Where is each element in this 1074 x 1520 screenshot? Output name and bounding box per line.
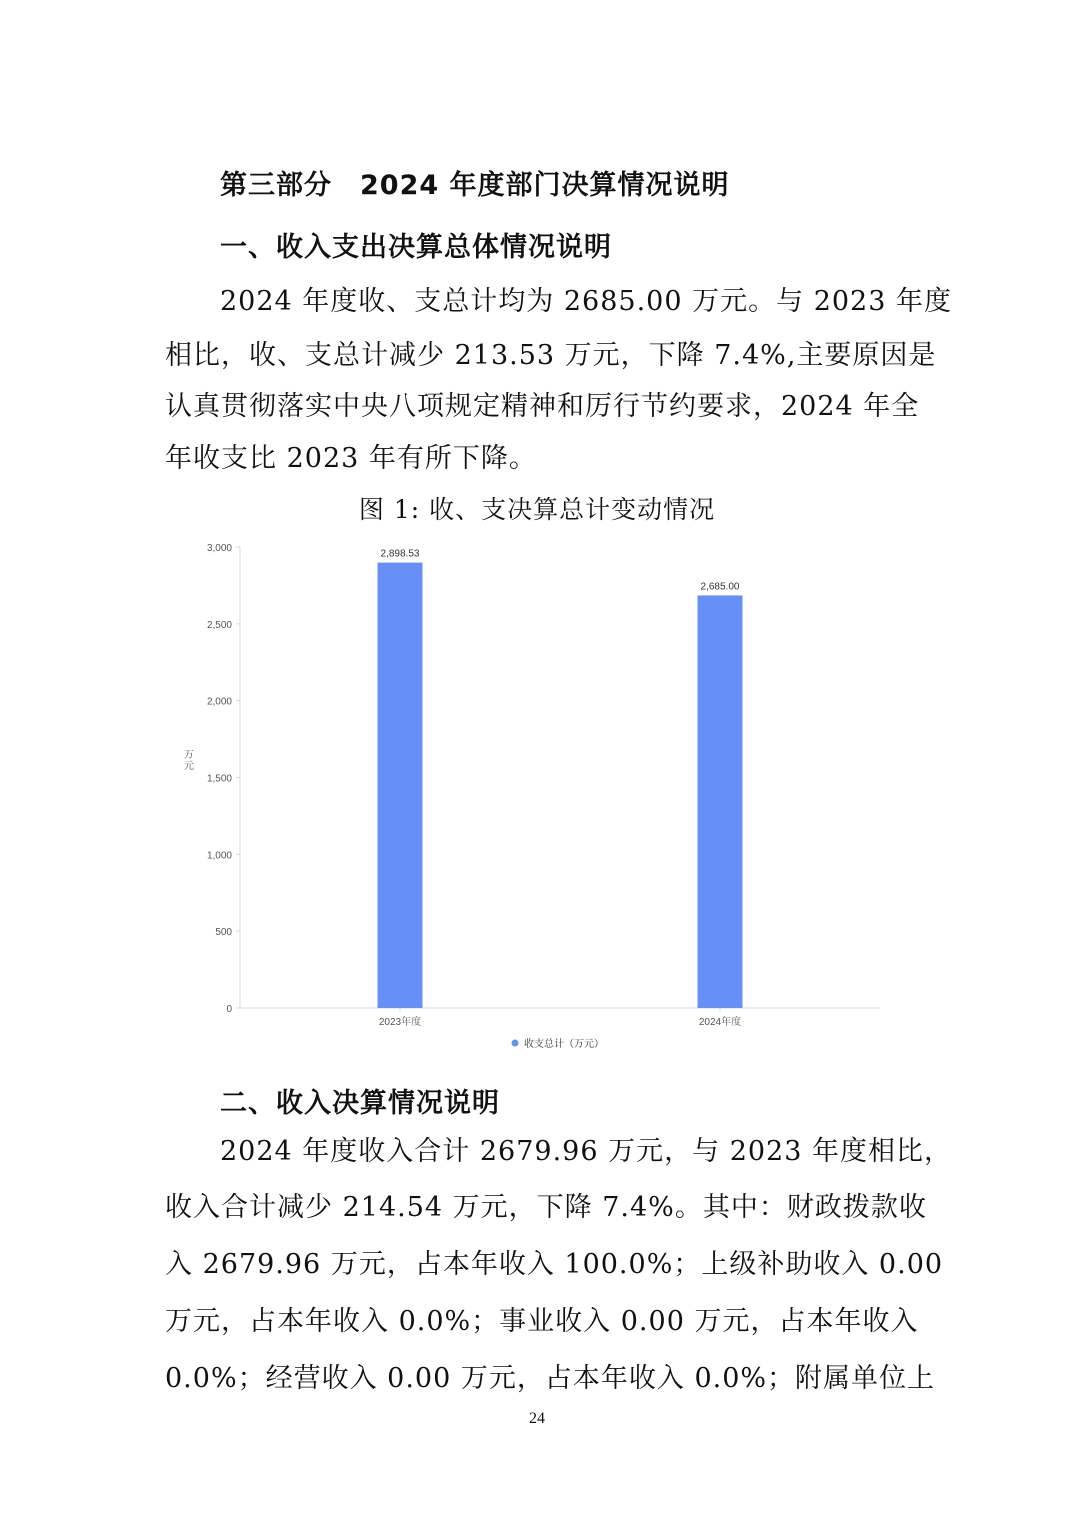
x-tick-label: 2024年度	[698, 1017, 742, 1028]
section-1-line: 认真贯彻落实中央八项规定精神和厉行节约要求，2024 年全	[165, 391, 920, 422]
y-tick-label: 1,000	[206, 850, 232, 862]
x-tick-label: 2023年度	[378, 1017, 422, 1028]
figure-caption: 图 1: 收、支决算总计变动情况	[358, 495, 716, 524]
bar-chart-svg	[165, 535, 910, 1060]
y-tick-label: 0	[226, 1004, 232, 1015]
section-2-line: 入 2679.96 万元，占本年收入 100.0%；上级补助收入 0.00	[165, 1249, 944, 1280]
section-1-line: 2024 年度收、支总计均为 2685.00 万元。与 2023 年度	[220, 286, 952, 317]
legend-marker	[512, 1040, 519, 1047]
y-tick-label: 3,000	[206, 543, 232, 554]
bar-value-label: 2,685.00	[700, 581, 740, 593]
section-1-heading: 一、收入支出决算总体情况说明	[220, 232, 612, 263]
section-2-line: 0.0%；经营收入 0.00 万元，占本年收入 0.0%；附属单位上	[165, 1363, 936, 1394]
bar	[378, 563, 423, 1008]
bar-chart	[165, 535, 910, 1060]
section-2-heading: 二、收入决算情况说明	[220, 1088, 500, 1119]
bar-value-label: 2,898.53	[380, 548, 420, 560]
bar	[698, 595, 743, 1008]
y-tick-label: 1,500	[206, 773, 232, 785]
section-1-line: 年收支比 2023 年有所下降。	[165, 443, 537, 474]
y-tick-label: 500	[215, 927, 232, 939]
section-1-line: 相比，收、支总计减少 213.53 万元，下降 7.4%,主要原因是	[165, 340, 937, 371]
section-2-line: 收入合计减少 214.54 万元，下降 7.4%。其中：财政拨款收	[165, 1192, 927, 1223]
section-2-line: 万元，占本年收入 0.0%；事业收入 0.00 万元，占本年收入	[165, 1306, 919, 1337]
y-tick-label: 2,500	[206, 619, 232, 631]
section-2-line: 2024 年度收入合计 2679.96 万元，与 2023 年度相比，	[220, 1136, 952, 1167]
part-title: 第三部分 2024 年度部门决算情况说明	[220, 170, 730, 201]
y-tick-label: 2,000	[206, 696, 232, 708]
page-number: 24	[529, 1410, 545, 1427]
legend-label: 收支总计（万元）	[524, 1039, 604, 1050]
y-axis-label: 万元	[184, 750, 194, 773]
